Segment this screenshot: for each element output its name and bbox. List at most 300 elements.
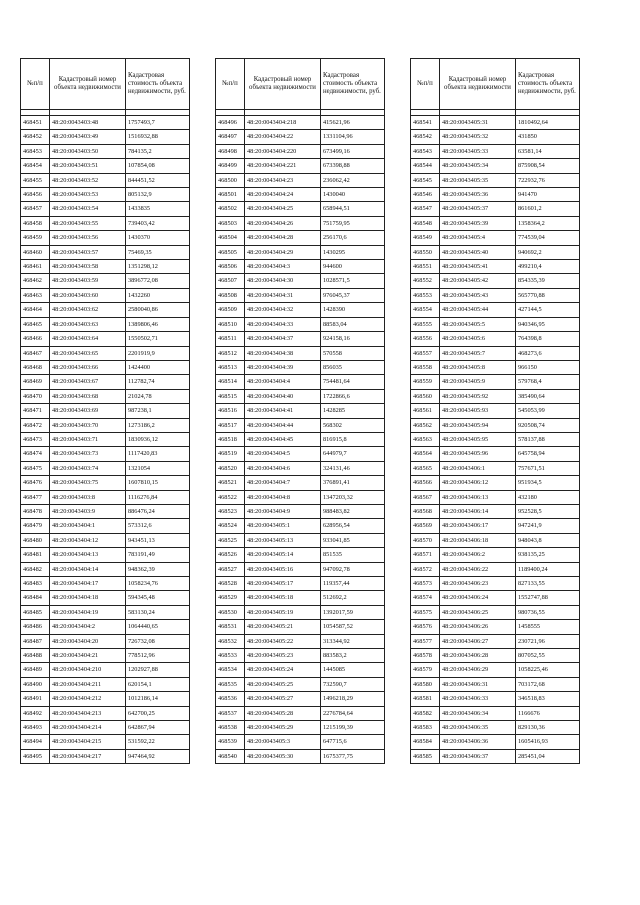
table-row xyxy=(21,360,190,374)
cell-cost: 1389806,46 xyxy=(126,317,190,331)
cell-num: 468495 xyxy=(21,749,50,763)
table-row xyxy=(216,749,385,763)
table-row xyxy=(411,317,580,331)
cell-num: 468505 xyxy=(216,245,245,259)
cell-cost: 1116276,84 xyxy=(126,490,190,504)
cell-num: 468542 xyxy=(411,130,440,144)
cell-num: 468519 xyxy=(216,447,245,461)
cell-num: 468558 xyxy=(411,360,440,374)
cell-cadnum: 48:20:0043406:13 xyxy=(440,490,516,504)
cell-cadnum: 48:20:0043404:9 xyxy=(245,504,321,518)
cell-num: 468454 xyxy=(21,159,50,173)
cell-cadnum: 48:20:0043406:26 xyxy=(440,620,516,634)
cell-num: 468576 xyxy=(411,620,440,634)
cell-num: 468518 xyxy=(216,432,245,446)
cell-num: 468577 xyxy=(411,634,440,648)
cell-cadnum: 48:20:0043405:9 xyxy=(440,375,516,389)
cell-num: 468580 xyxy=(411,677,440,691)
table-row xyxy=(216,144,385,158)
table-row xyxy=(216,490,385,504)
table-row xyxy=(21,159,190,173)
table-row xyxy=(21,418,190,432)
cell-num: 468516 xyxy=(216,404,245,418)
cell-num: 468474 xyxy=(21,447,50,461)
cell-cost: 1321054 xyxy=(126,461,190,475)
cell-cadnum: 48:20:0043404:3 xyxy=(245,260,321,274)
cell-cost: 620154,1 xyxy=(126,677,190,691)
cell-num: 468475 xyxy=(21,461,50,475)
cell-cost: 2201919,9 xyxy=(126,346,190,360)
cell-cadnum: 48:20:0043404:38 xyxy=(245,346,321,360)
cell-cost: 951934,5 xyxy=(516,476,580,490)
cell-cadnum: 48:20:0043405:32 xyxy=(440,130,516,144)
table-row xyxy=(411,649,580,663)
table-row xyxy=(411,144,580,158)
table-row xyxy=(216,288,385,302)
cell-num: 468460 xyxy=(21,245,50,259)
cell-cost: 1458555 xyxy=(516,620,580,634)
table-row xyxy=(21,605,190,619)
cell-num: 468574 xyxy=(411,591,440,605)
table-row xyxy=(411,447,580,461)
cell-cost: 21024,78 xyxy=(126,389,190,403)
cell-cadnum: 48:20:0043405:93 xyxy=(440,404,516,418)
cell-cost: 1430370 xyxy=(126,231,190,245)
cell-cost: 1054587,52 xyxy=(321,620,385,634)
cell-cadnum: 48:20:0043405:43 xyxy=(440,288,516,302)
cell-cost: 431850 xyxy=(516,130,580,144)
cell-num: 468456 xyxy=(21,188,50,202)
cell-cadnum: 48:20:0043405:17 xyxy=(245,577,321,591)
table-row xyxy=(411,692,580,706)
cell-cost: 642700,25 xyxy=(126,706,190,720)
table-row xyxy=(216,692,385,706)
table-row xyxy=(21,188,190,202)
table-row xyxy=(216,188,385,202)
cell-cost: 1273186,2 xyxy=(126,418,190,432)
cell-cadnum: 48:20:0043405:22 xyxy=(245,634,321,648)
cell-num: 468528 xyxy=(216,577,245,591)
table-row xyxy=(216,404,385,418)
table-row xyxy=(411,461,580,475)
cell-num: 468569 xyxy=(411,519,440,533)
cell-cost: 1607810,15 xyxy=(126,476,190,490)
cell-num: 468477 xyxy=(21,490,50,504)
table-row xyxy=(411,260,580,274)
cell-cost: 385490,64 xyxy=(516,389,580,403)
cell-cadnum: 48:20:0043405:3 xyxy=(245,735,321,749)
table-header-row xyxy=(216,59,385,110)
cell-cost: 285451,04 xyxy=(516,749,580,763)
table-row xyxy=(216,116,385,130)
table-body xyxy=(411,110,580,764)
cell-cadnum: 48:20:0043404:21 xyxy=(50,649,126,663)
table-row xyxy=(21,144,190,158)
cell-cost: 583130,24 xyxy=(126,605,190,619)
cell-num: 468511 xyxy=(216,332,245,346)
cell-cost: 883583,2 xyxy=(321,649,385,663)
cell-num: 468471 xyxy=(21,404,50,418)
cell-cadnum: 48:20:0043405:30 xyxy=(245,749,321,763)
table-row xyxy=(216,519,385,533)
cell-num: 468467 xyxy=(21,346,50,360)
cell-cadnum: 48:20:0043405:6 xyxy=(440,332,516,346)
cell-cost: 1810492,64 xyxy=(516,116,580,130)
cell-cost: 1012186,14 xyxy=(126,692,190,706)
cell-cost: 1605416,93 xyxy=(516,735,580,749)
table-row xyxy=(216,245,385,259)
cell-cadnum: 48:20:0043405:31 xyxy=(440,116,516,130)
cell-cadnum: 48:20:0043404:45 xyxy=(245,432,321,446)
cell-cadnum: 48:20:0043403:65 xyxy=(50,346,126,360)
table-row xyxy=(411,404,580,418)
cell-num: 468492 xyxy=(21,706,50,720)
cell-cost: 1202927,88 xyxy=(126,663,190,677)
cell-num: 468582 xyxy=(411,706,440,720)
cell-num: 468481 xyxy=(21,548,50,562)
table-body xyxy=(21,110,190,764)
table-row xyxy=(216,202,385,216)
cell-cost: 764398,8 xyxy=(516,332,580,346)
cell-cadnum: 48:20:0043404:212 xyxy=(50,692,126,706)
cell-cost: 1424400 xyxy=(126,360,190,374)
table-row xyxy=(21,649,190,663)
table-row xyxy=(216,303,385,317)
cell-cadnum: 48:20:0043404:33 xyxy=(245,317,321,331)
cell-cadnum: 48:20:0043404:220 xyxy=(245,144,321,158)
table-row xyxy=(411,288,580,302)
cell-cost: 1516932,88 xyxy=(126,130,190,144)
cell-cadnum: 48:20:0043405:1 xyxy=(245,519,321,533)
cell-cost: 943451,13 xyxy=(126,533,190,547)
cell-cost: 1430295 xyxy=(321,245,385,259)
table-row xyxy=(21,447,190,461)
cell-num: 468494 xyxy=(21,735,50,749)
table-row xyxy=(216,663,385,677)
cell-cost: 1347203,32 xyxy=(321,490,385,504)
cell-cost: 784135,2 xyxy=(126,144,190,158)
cell-cadnum: 48:20:0043405:41 xyxy=(440,260,516,274)
cell-cost: 545053,99 xyxy=(516,404,580,418)
cell-cadnum: 48:20:0043406:36 xyxy=(440,735,516,749)
cell-cost: 313344,92 xyxy=(321,634,385,648)
cell-num: 468559 xyxy=(411,375,440,389)
cell-cost: 807052,55 xyxy=(516,649,580,663)
cell-num: 468567 xyxy=(411,490,440,504)
cell-cost: 2276784,64 xyxy=(321,706,385,720)
cell-num: 468562 xyxy=(411,418,440,432)
cell-num: 468584 xyxy=(411,735,440,749)
cell-cadnum: 48:20:0043405:25 xyxy=(245,677,321,691)
cell-cost: 980736,55 xyxy=(516,605,580,619)
cell-cadnum: 48:20:0043405:42 xyxy=(440,274,516,288)
cell-num: 468548 xyxy=(411,216,440,230)
table-row xyxy=(21,116,190,130)
cell-num: 468452 xyxy=(21,130,50,144)
cell-num: 468461 xyxy=(21,260,50,274)
table-row xyxy=(21,562,190,576)
cell-cadnum: 48:20:0043404:31 xyxy=(245,288,321,302)
cell-num: 468578 xyxy=(411,649,440,663)
cell-cadnum: 48:20:0043404:5 xyxy=(245,447,321,461)
cell-cost: 658944,51 xyxy=(321,202,385,216)
cell-cadnum: 48:20:0043404:215 xyxy=(50,735,126,749)
cell-num: 468521 xyxy=(216,476,245,490)
table-row xyxy=(411,188,580,202)
cell-num: 468564 xyxy=(411,447,440,461)
cell-cost: 976045,37 xyxy=(321,288,385,302)
cell-num: 468480 xyxy=(21,533,50,547)
table-row xyxy=(411,663,580,677)
cell-cadnum: 48:20:0043405:95 xyxy=(440,432,516,446)
cell-num: 468572 xyxy=(411,562,440,576)
cell-num: 468545 xyxy=(411,173,440,187)
table-row xyxy=(216,577,385,591)
cell-num: 468543 xyxy=(411,144,440,158)
table-row xyxy=(216,735,385,749)
cell-num: 468525 xyxy=(216,533,245,547)
cell-cost: 568302 xyxy=(321,418,385,432)
cell-cost: 673398,88 xyxy=(321,159,385,173)
cadastre-table-3 xyxy=(410,58,580,764)
cell-cost: 512692,2 xyxy=(321,591,385,605)
table-row xyxy=(411,216,580,230)
cell-cost: 1432260 xyxy=(126,288,190,302)
cell-num: 468566 xyxy=(411,476,440,490)
cell-num: 468527 xyxy=(216,562,245,576)
cell-cost: 947092,78 xyxy=(321,562,385,576)
cell-cadnum: 48:20:0043404:28 xyxy=(245,231,321,245)
cell-num: 468568 xyxy=(411,504,440,518)
cell-num: 468484 xyxy=(21,591,50,605)
table-row xyxy=(21,389,190,403)
cell-cost: 854335,39 xyxy=(516,274,580,288)
cell-cost: 1351298,12 xyxy=(126,260,190,274)
cell-cost: 415621,96 xyxy=(321,116,385,130)
cell-num: 468571 xyxy=(411,548,440,562)
table-row xyxy=(216,389,385,403)
cell-cost: 88583,04 xyxy=(321,317,385,331)
table-row xyxy=(411,130,580,144)
table-row xyxy=(411,706,580,720)
cell-cost: 647715,6 xyxy=(321,735,385,749)
cell-cost: 940346,95 xyxy=(516,317,580,331)
cell-cost: 861601,2 xyxy=(516,202,580,216)
cell-cost: 947241,9 xyxy=(516,519,580,533)
cell-num: 468508 xyxy=(216,288,245,302)
cell-num: 468498 xyxy=(216,144,245,158)
cell-cadnum: 48:20:0043404:211 xyxy=(50,677,126,691)
table-row xyxy=(21,346,190,360)
cell-cadnum: 48:20:0043403:8 xyxy=(50,490,126,504)
cell-num: 468536 xyxy=(216,692,245,706)
cell-cadnum: 48:20:0043404:30 xyxy=(245,274,321,288)
cell-cost: 1445085 xyxy=(321,663,385,677)
cell-num: 468526 xyxy=(216,548,245,562)
table-row xyxy=(411,749,580,763)
header-num: №п/п xyxy=(216,59,245,110)
table-row xyxy=(21,519,190,533)
cell-cost: 642867,94 xyxy=(126,721,190,735)
cell-cadnum: 48:20:0043406:29 xyxy=(440,663,516,677)
table-row xyxy=(21,332,190,346)
cell-cadnum: 48:20:0043405:8 xyxy=(440,360,516,374)
table-row xyxy=(411,577,580,591)
cell-cost: 1215199,39 xyxy=(321,721,385,735)
cell-cadnum: 48:20:0043404:1 xyxy=(50,519,126,533)
cell-cadnum: 48:20:0043404:2 xyxy=(50,620,126,634)
table-row xyxy=(411,202,580,216)
table-row xyxy=(411,490,580,504)
header-num: №п/п xyxy=(411,59,440,110)
cell-cost: 112782,74 xyxy=(126,375,190,389)
cell-cadnum: 48:20:0043406:31 xyxy=(440,677,516,691)
cell-num: 468503 xyxy=(216,216,245,230)
cell-num: 468466 xyxy=(21,332,50,346)
cell-num: 468541 xyxy=(411,116,440,130)
cell-cost: 757671,51 xyxy=(516,461,580,475)
cell-num: 468561 xyxy=(411,404,440,418)
cadastre-table-1 xyxy=(20,58,190,764)
table-row xyxy=(216,677,385,691)
cell-cadnum: 48:20:0043406:33 xyxy=(440,692,516,706)
table-row xyxy=(411,591,580,605)
cell-cadnum: 48:20:0043404:41 xyxy=(245,404,321,418)
table-row xyxy=(216,591,385,605)
table-row xyxy=(216,432,385,446)
cell-cadnum: 48:20:0043406:22 xyxy=(440,562,516,576)
cell-cost: 346518,83 xyxy=(516,692,580,706)
cell-cadnum: 48:20:0043405:34 xyxy=(440,159,516,173)
cell-num: 468532 xyxy=(216,634,245,648)
cell-cost: 1428285 xyxy=(321,404,385,418)
cell-cost: 924158,16 xyxy=(321,332,385,346)
table-row xyxy=(21,317,190,331)
cell-cadnum: 48:20:0043403:9 xyxy=(50,504,126,518)
table-row xyxy=(21,533,190,547)
cell-cadnum: 48:20:0043403:57 xyxy=(50,245,126,259)
table-row xyxy=(216,216,385,230)
header-cadnum: Кадастровый номер объекта недвижимости xyxy=(245,59,321,110)
cell-num: 468463 xyxy=(21,288,50,302)
cell-cadnum: 48:20:0043403:54 xyxy=(50,202,126,216)
cell-cost: 948362,39 xyxy=(126,562,190,576)
cell-cadnum: 48:20:0043406:14 xyxy=(440,504,516,518)
table-row xyxy=(21,274,190,288)
table-row xyxy=(21,375,190,389)
cell-cadnum: 48:20:0043403:50 xyxy=(50,144,126,158)
cell-cadnum: 48:20:0043404:6 xyxy=(245,461,321,475)
table-row xyxy=(411,418,580,432)
cell-cost: 256170,6 xyxy=(321,231,385,245)
table-row xyxy=(411,620,580,634)
cell-cost: 844451,52 xyxy=(126,173,190,187)
cell-cadnum: 48:20:0043404:44 xyxy=(245,418,321,432)
table-row xyxy=(216,260,385,274)
cell-cadnum: 48:20:0043404:29 xyxy=(245,245,321,259)
table-row xyxy=(411,677,580,691)
cell-cadnum: 48:20:0043406:1 xyxy=(440,461,516,475)
cell-cadnum: 48:20:0043405:4 xyxy=(440,231,516,245)
cell-num: 468479 xyxy=(21,519,50,533)
cell-num: 468514 xyxy=(216,375,245,389)
cell-num: 468499 xyxy=(216,159,245,173)
cell-num: 468552 xyxy=(411,274,440,288)
cell-num: 468483 xyxy=(21,577,50,591)
cell-cadnum: 48:20:0043403:49 xyxy=(50,130,126,144)
table-row xyxy=(411,375,580,389)
cell-cost: 938135,25 xyxy=(516,548,580,562)
cell-cost: 856035 xyxy=(321,360,385,374)
cell-cadnum: 48:20:0043405:19 xyxy=(245,605,321,619)
cell-cost: 578137,88 xyxy=(516,432,580,446)
table-row xyxy=(411,116,580,130)
table-row xyxy=(21,663,190,677)
cell-cost: 952528,5 xyxy=(516,504,580,518)
cell-cost: 1028571,5 xyxy=(321,274,385,288)
cell-cadnum: 48:20:0043404:32 xyxy=(245,303,321,317)
cell-cadnum: 48:20:0043404:218 xyxy=(245,116,321,130)
cell-cost: 573312,6 xyxy=(126,519,190,533)
cell-cadnum: 48:20:0043403:56 xyxy=(50,231,126,245)
cell-cadnum: 48:20:0043404:14 xyxy=(50,562,126,576)
cell-cost: 947464,92 xyxy=(126,749,190,763)
cell-cost: 644979,7 xyxy=(321,447,385,461)
cell-cadnum: 48:20:0043404:13 xyxy=(50,548,126,562)
cell-num: 468500 xyxy=(216,173,245,187)
cell-cadnum: 48:20:0043405:14 xyxy=(245,548,321,562)
cell-num: 468488 xyxy=(21,649,50,663)
cell-cadnum: 48:20:0043405:37 xyxy=(440,202,516,216)
cell-num: 468579 xyxy=(411,663,440,677)
cell-num: 468465 xyxy=(21,317,50,331)
cell-cost: 726732,08 xyxy=(126,634,190,648)
cell-num: 468472 xyxy=(21,418,50,432)
table-row xyxy=(21,216,190,230)
table-row xyxy=(216,562,385,576)
cell-num: 468506 xyxy=(216,260,245,274)
cell-num: 468491 xyxy=(21,692,50,706)
cell-num: 468458 xyxy=(21,216,50,230)
cell-num: 468462 xyxy=(21,274,50,288)
cell-cost: 966150 xyxy=(516,360,580,374)
cell-cost: 3896772,08 xyxy=(126,274,190,288)
cell-cadnum: 48:20:0043403:51 xyxy=(50,159,126,173)
table-row xyxy=(21,303,190,317)
cell-num: 468581 xyxy=(411,692,440,706)
cell-num: 468544 xyxy=(411,159,440,173)
cell-num: 468560 xyxy=(411,389,440,403)
cell-cost: 1331104,96 xyxy=(321,130,385,144)
cell-cadnum: 48:20:0043406:18 xyxy=(440,533,516,547)
cell-cost: 1675377,75 xyxy=(321,749,385,763)
cell-cost: 941470 xyxy=(516,188,580,202)
cell-cost: 628956,54 xyxy=(321,519,385,533)
cell-cost: 875908,54 xyxy=(516,159,580,173)
cell-num: 468547 xyxy=(411,202,440,216)
cell-num: 468486 xyxy=(21,620,50,634)
header-cadnum: Кадастровый номер объекта недвижимости xyxy=(440,59,516,110)
cell-cost: 531592,22 xyxy=(126,735,190,749)
cell-num: 468549 xyxy=(411,231,440,245)
table-row xyxy=(21,288,190,302)
cell-cadnum: 48:20:0043406:23 xyxy=(440,577,516,591)
cell-cost: 1058225,46 xyxy=(516,663,580,677)
cell-cadnum: 48:20:0043406:12 xyxy=(440,476,516,490)
cell-cadnum: 48:20:0043405:35 xyxy=(440,173,516,187)
table-row xyxy=(21,706,190,720)
cell-num: 468482 xyxy=(21,562,50,576)
